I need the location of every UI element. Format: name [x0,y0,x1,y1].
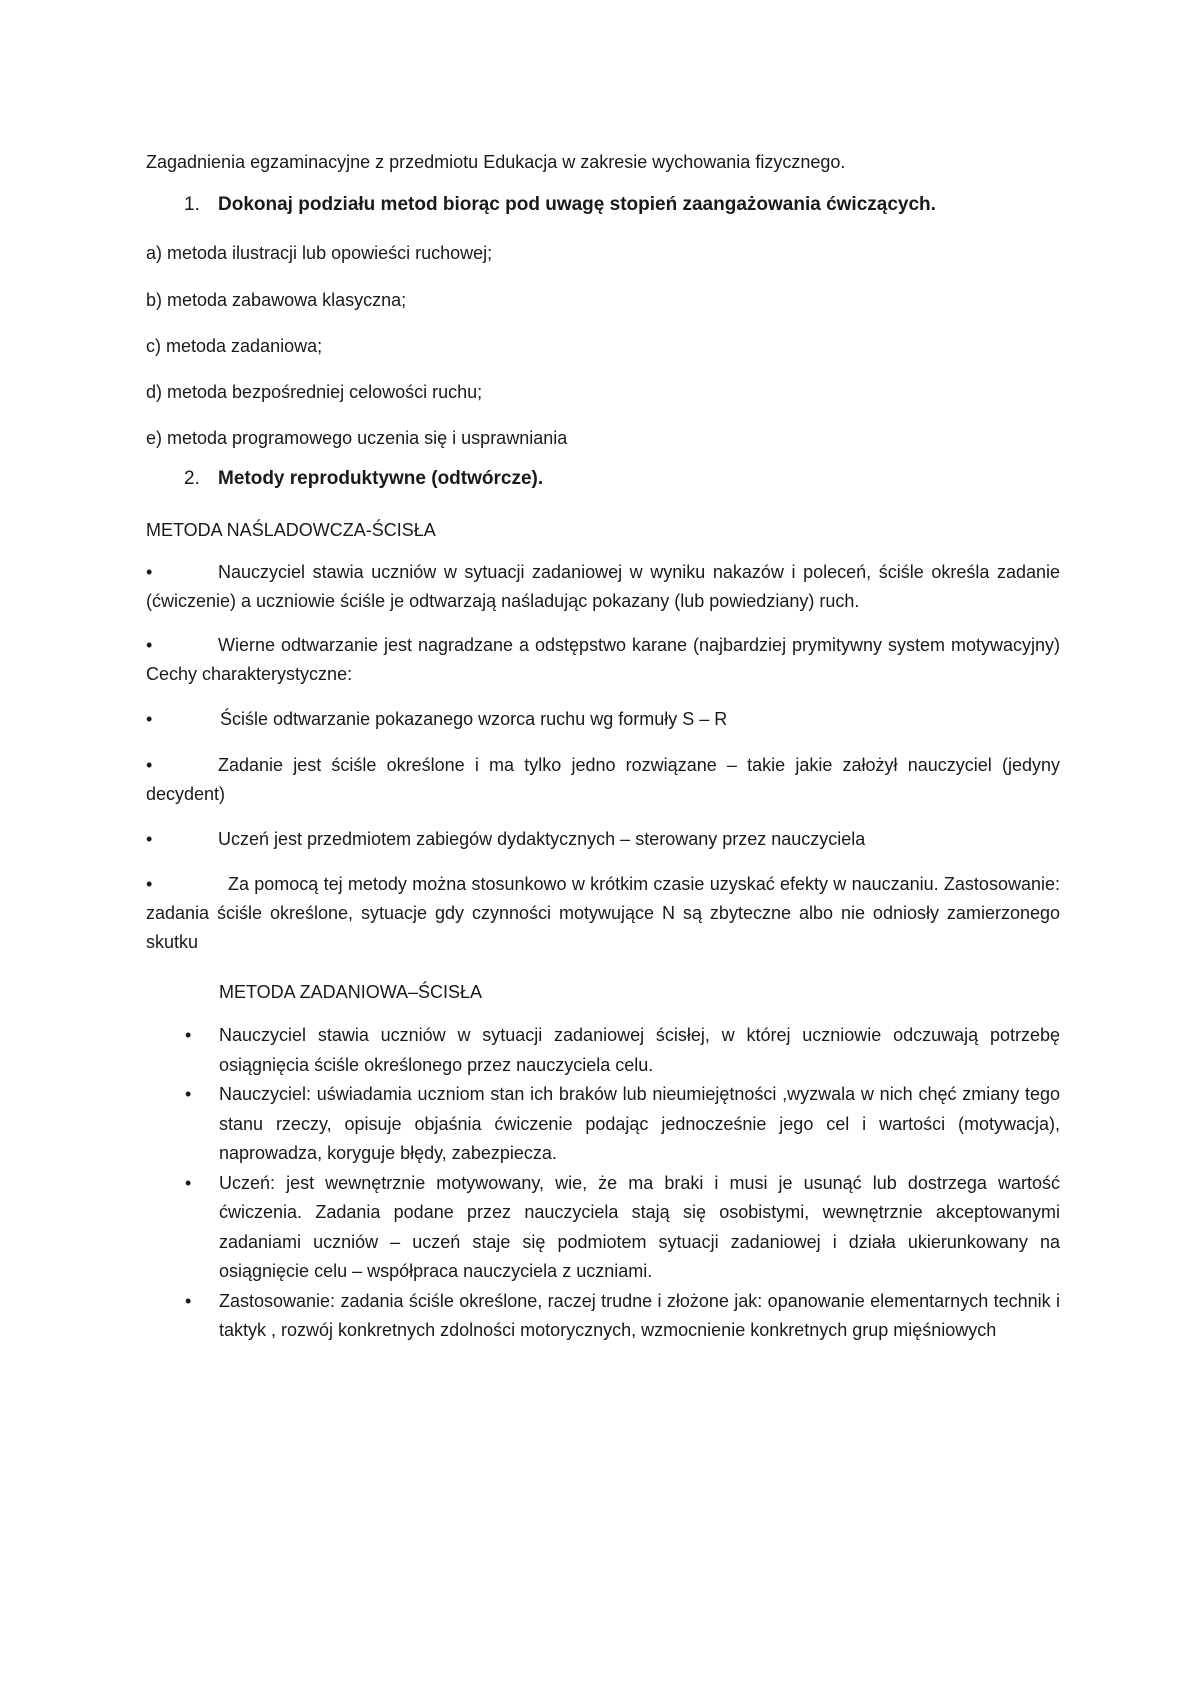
section-1-item-2 [146,631,1060,689]
section-1-item-1-text: Nauczyciel stawia uczniów w sytuacji zadaniowej w wyniku nakazów i poleceń, ściśle określa zadanie (ćwiczenie) a uczniowie ściśle je odtwarzają naśladując pokazany (lub powiedziany) ruch. [146,562,1060,611]
bullet-icon: • [185,1172,192,1193]
method-item-a: a) metoda ilustracji lub opowieści ruchowej; [146,243,493,263]
section-1-item-4-text: Zadanie jest ściśle określone i ma tylko jedno rozwiązane – takie jakie założył nauczyciel (jedyny decydent) [146,755,1060,804]
section-1-item-1 [146,558,1060,616]
section-2-item-1 [185,1021,1060,1080]
section-1-item-5-text: Uczeń jest przedmiotem zabiegów dydaktycznych – sterowany przez nauczyciela [218,829,866,849]
bullet-icon: • [185,1290,192,1311]
section-2-item-4-text: Zastosowanie: zadania ściśle określone, raczej trudne i złożone jak: opanowanie elementarnych technik i taktyk , rozwój konkretnych zdolności motorycznych, wzmocnienie konkretnych grup mięśniowych [219,1290,1060,1340]
bullet-icon: • [146,709,153,729]
bullet-icon: • [146,874,153,894]
method-item-e: e) metoda programowego uczenia się i usprawniania [146,428,568,448]
section-1-item-6-text: Za pomocą tej metody można stosunkowo w krótkim czasie uzyskać efekty w nauczaniu. Zastosowanie: zadania ściśle określone, sytuacje gdy czynności motywujące N są zbyteczne albo nie odniosły zamierzonego skutku [146,874,1060,952]
method-item-c: c) metoda zadaniowa; [146,336,323,356]
section-2-item-2-text: Nauczyciel: uświadamia uczniom stan ich braków lub nieumiejętności ,wyzwala w nich chęć zmiany tego stanu rzeczy, opisuje objaśnia ćwiczenie podając jednocześnie jego cel i wartości (motywacja), naprowadza, koryguje błędy, zabezpiecza. [219,1084,1060,1163]
bullet-icon: • [146,829,153,849]
section-1-item-3 [146,705,1060,734]
bullet-icon: • [185,1025,192,1045]
section-1-item-2-text: Wierne odtwarzanie jest nagradzane a odstępstwo karane (najbardziej prymitywny system motywacyjny) Cechy charakterystyczne: [146,635,1060,684]
question-1-text: Dokonaj podziału metod biorąc pod uwagę stopień zaangażowania ćwiczących. [218,194,936,215]
question-1-number: 1. [184,194,200,215]
section-1-title: METODA NAŚLADOWCZA-ŚCISŁA [146,520,436,540]
method-item-b: b) metoda zabawowa klasyczna; [146,290,407,310]
section-1-item-6 [146,870,1060,957]
bullet-icon: • [146,562,153,582]
section-2-item-2 [185,1080,1060,1169]
section-1-item-4 [146,751,1060,809]
question-2-number: 2. [184,468,200,489]
bullet-icon: • [185,1084,192,1104]
section-2-item-4 [185,1287,1060,1346]
question-2-text: Metody reproduktywne (odtwórcze). [218,468,544,489]
section-2-item-3-text: Uczeń: jest wewnętrznie motywowany, wie, że ma braki i musi je usunąć lub dostrzega wartość ćwiczenia. Zadania podane przez nauczyciela stają się osobistymi, wewnętrznie akceptowanymi zadaniami uczniów – uczeń staje się podmiotem sytuacji zadaniowej i działa ukierunkowany na osiągnięcie celu – współpraca nauczyciela z uczniami. [219,1172,1060,1281]
document-intro: Zagadnienia egzaminacyjne z przedmiotu Edukacja w zakresie wychowania fizycznego. [146,152,846,172]
section-1-item-5 [146,825,1060,854]
question-1-heading [184,193,936,217]
question-2-heading [184,467,543,491]
section-2-list [185,1021,1060,1346]
section-2-title: METODA ZADANIOWA–ŚCISŁA [219,982,483,1002]
section-2-item-1-text: Nauczyciel stawia uczniów w sytuacji zadaniowej ścisłej, w której uczniowie odczuwają potrzebę osiągnięcia ściśle określonego przez nauczyciela celu. [219,1025,1060,1075]
method-item-d: d) metoda bezpośredniej celowości ruchu; [146,382,483,402]
section-1-item-3-text: Ściśle odtwarzanie pokazanego wzorca ruchu wg formuły S – R [220,709,728,729]
section-2-item-3 [185,1169,1060,1287]
bullet-icon: • [146,755,153,775]
bullet-icon: • [146,635,153,655]
